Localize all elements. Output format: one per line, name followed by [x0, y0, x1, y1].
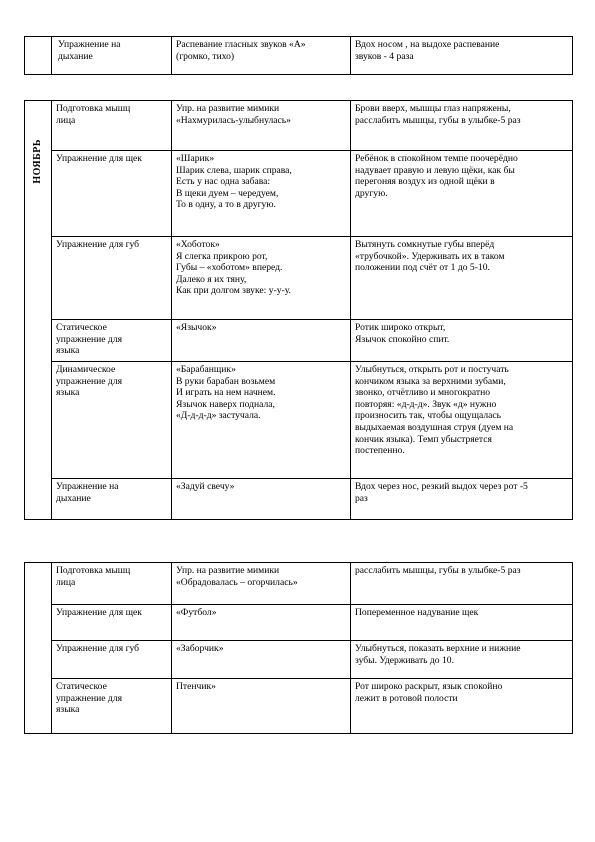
exercise-description-cell: Вдох через нос, резкий выдох через рот -5 раз: [351, 479, 573, 520]
exercise-description-cell: Улыбнуться, открыть рот и постучать кончиком языка за верхними зубами, звонко, отчётливо и многократно повторяя: «д-д-д». Звук «д» нужно произносить так, чтобы ощущалась выдыхаемая воздушная струя (дуем на кончик языка). Темп убыстряется постепенно.: [351, 362, 573, 479]
exercise-name-cell: Статическое упражнение для языка: [52, 320, 172, 362]
table-row: [25, 237, 573, 320]
exercise-title-cell: Упр. на развитие мимики «Обрадовалась – огорчилась»: [172, 563, 351, 605]
exercise-description-cell: Рот широко раскрыт, язык спокойно лежит в ротовой полости: [351, 679, 573, 734]
table-breathing-top: [24, 36, 573, 75]
exercise-title-cell: «Хоботок» Я слегка прикрою рот, Губы – «хоботом» вперед. Далеко я их тяну, Как при долгом звуке: у-у-у.: [172, 237, 351, 320]
exercise-name-cell: Статическое упражнение для языка: [52, 679, 172, 734]
exercise-description-cell: Вдох носом , на выдохе распевание звуков - 4 раза: [351, 37, 573, 75]
table-row: [25, 101, 573, 151]
exercise-description-cell: Попеременное надувание щек: [351, 605, 573, 641]
table-row: [25, 679, 573, 734]
exercise-name-cell: Подготовка мышц лица: [52, 563, 172, 605]
table-row: [25, 641, 573, 679]
exercise-title-cell: «Заборчик»: [172, 641, 351, 679]
exercise-name-cell: Упражнение на дыхание: [52, 37, 172, 75]
exercise-title-cell: «Футбол»: [172, 605, 351, 641]
table-row: [25, 151, 573, 237]
exercise-title-cell: Упр. на развитие мимики «Нахмурилась-улыбнулась»: [172, 101, 351, 151]
table-row: [25, 479, 573, 520]
exercise-title-cell: Распевание гласных звуков «А» (громко, тихо): [172, 37, 351, 75]
exercise-description-cell: Вытянуть сомкнутые губы вперёд «трубочкой». Удерживать их в таком положении под счёт от 1 до 5-10.: [351, 237, 573, 320]
exercise-description-cell: Ротик широко открыт, Язычок спокойно спит.: [351, 320, 573, 362]
exercise-title-cell: «Барабанщик» В руки барабан возьмем И играть на нем начнем. Язычок наверх поднала, «Д-д-д-д» застучала.: [172, 362, 351, 479]
exercise-description-cell: Улыбнуться, показать верхние и нижние зубы. Удерживать до 10.: [351, 641, 573, 679]
exercise-title-cell: «Задуй свечу»: [172, 479, 351, 520]
table-row: [25, 563, 573, 605]
month-label: НОЯБРЬ: [32, 139, 44, 184]
table-row: [25, 320, 573, 362]
table-row: [25, 605, 573, 641]
exercise-title-cell: «Язычок»: [172, 320, 351, 362]
month-cell: [25, 37, 52, 75]
exercise-name-cell: Упражнение для щек: [52, 151, 172, 237]
table-november: [24, 100, 573, 520]
exercise-name-cell: Подготовка мышц лица: [52, 101, 172, 151]
table-row: [25, 362, 573, 479]
exercise-name-cell: Упражнение для губ: [52, 641, 172, 679]
table-december: [24, 562, 573, 734]
exercise-name-cell: Упражнение для губ: [52, 237, 172, 320]
month-cell: [25, 101, 52, 520]
month-cell: [25, 563, 52, 734]
exercise-name-cell: Упражнение для щек: [52, 605, 172, 641]
exercise-title-cell: Птенчик»: [172, 679, 351, 734]
exercise-name-cell: Динамическое упражнение для языка: [52, 362, 172, 479]
exercise-description-cell: Ребёнок в спокойном темпе поочерёдно надувает правую и левую щёки, как бы перегоняя воздух из одной щёки в другую.: [351, 151, 573, 237]
exercise-title-cell: «Шарик» Шарик слева, шарик справа, Есть у нас одна забава: В щеки дуем – чередуем, То в одну, а то в другую.: [172, 151, 351, 237]
exercise-description-cell: расслабить мышцы, губы в улыбке-5 раз: [351, 563, 573, 605]
table-row: [25, 37, 573, 75]
exercise-name-cell: Упражнение на дыхание: [52, 479, 172, 520]
exercise-description-cell: Брови вверх, мышцы глаз напряжены, расслабить мышцы, губы в улыбке-5 раз: [351, 101, 573, 151]
